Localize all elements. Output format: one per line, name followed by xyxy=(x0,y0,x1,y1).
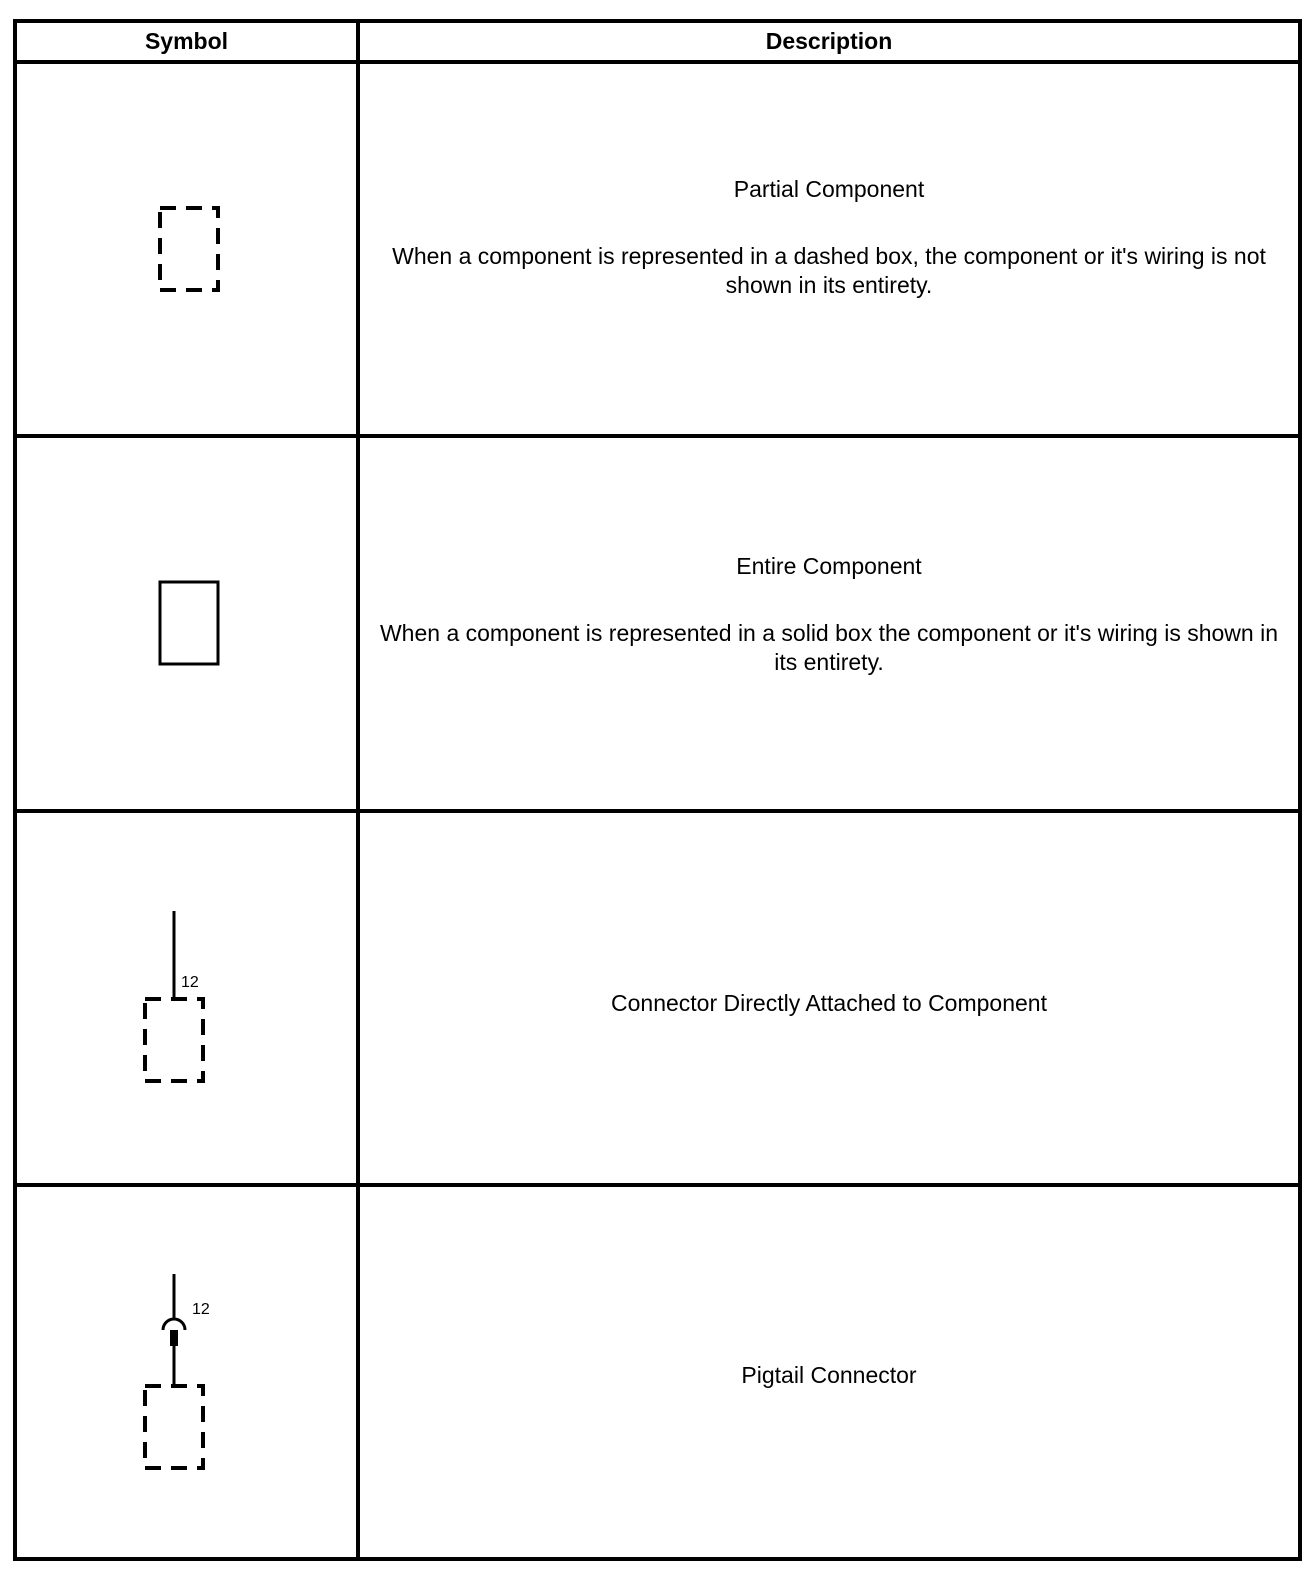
description-body: When a component is represented in a solid box the component or it's wiring is shown in its entirety. xyxy=(379,619,1279,675)
dashed-box-icon xyxy=(152,204,222,294)
description-cell xyxy=(358,811,1300,1185)
description-cell xyxy=(358,1185,1300,1559)
header-description: Description xyxy=(358,21,1300,62)
header-symbol: Symbol xyxy=(15,21,358,62)
table-row xyxy=(15,811,1300,1185)
solid-box-icon xyxy=(152,578,222,668)
description-cell xyxy=(358,436,1300,810)
pin-label: 12 xyxy=(180,973,199,991)
header-row xyxy=(15,21,1300,62)
table-row xyxy=(15,62,1300,436)
symbol-cell xyxy=(15,436,358,810)
symbol-cell xyxy=(15,811,358,1185)
description-cell xyxy=(358,62,1300,436)
symbol-cell xyxy=(15,62,358,436)
pin-label: 12 xyxy=(191,1300,210,1318)
table-row xyxy=(15,1185,1300,1559)
symbol-cell xyxy=(15,1185,358,1559)
description-body: When a component is represented in a dashed box, the component or it's wiring is not shown in its entirety. xyxy=(392,242,1266,298)
pigtail-connector-icon xyxy=(137,1272,237,1472)
description-title: Partial Component xyxy=(733,175,925,202)
direct-connector-icon xyxy=(137,909,237,1087)
symbol-legend-table xyxy=(13,19,1302,1561)
table-row xyxy=(15,436,1300,810)
description-title: Entire Component xyxy=(736,552,922,579)
description-title: Pigtail Connector xyxy=(741,1362,917,1389)
description-title: Connector Directly Attached to Component xyxy=(611,990,1047,1017)
